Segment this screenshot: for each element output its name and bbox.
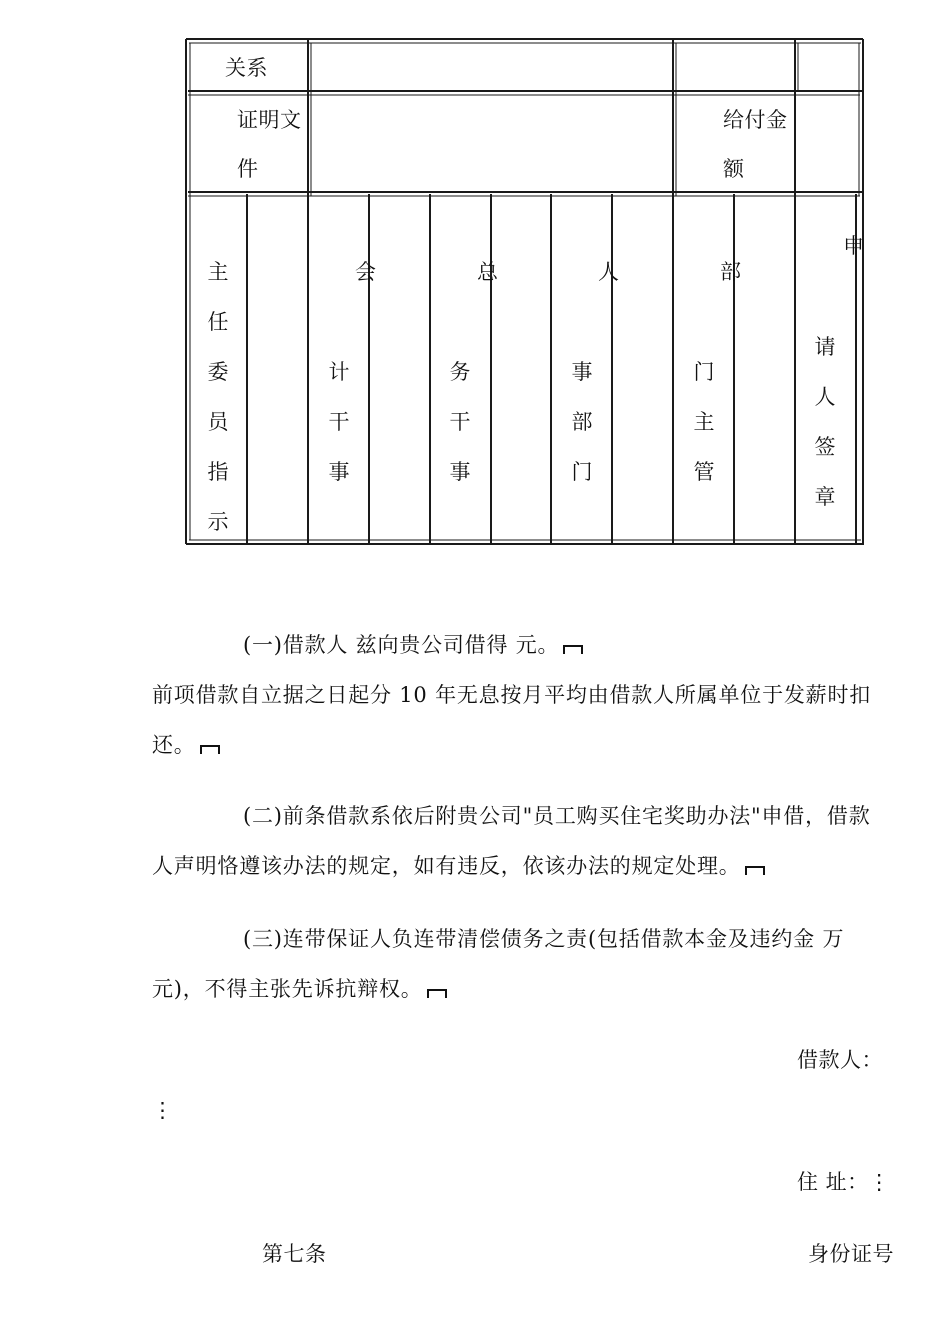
address-label: 住 址：⋮ — [797, 1170, 891, 1194]
clause-text: (一)借款人 兹向贵公司借得 元。 — [243, 633, 560, 657]
header-char: 门 — [571, 460, 593, 484]
header-char: 员 — [207, 410, 229, 434]
general-affairs-officer-header — [447, 360, 473, 510]
department-header-top: 部 — [720, 260, 742, 284]
id-number-label: 身份证号 — [808, 1242, 894, 1266]
return-mark-icon — [563, 645, 583, 654]
header-char: 委 — [207, 360, 229, 384]
header-char: 务 — [449, 360, 471, 384]
clause-2-line-1: (二)前条借款系依后附贵公司"员工购买住宅奖助办法"申借，借款 — [243, 804, 871, 828]
header-char: 主 — [693, 410, 715, 434]
header-char: 主 — [207, 260, 229, 284]
header-char: 人 — [814, 385, 836, 409]
header-char: 任 — [207, 310, 229, 334]
payment-amount-label: 给付金 — [723, 108, 788, 132]
header-char: 示 — [207, 510, 229, 534]
clause-3-line-1: (三)连带保证人负连带清偿债务之责(包括借款本金及违约金 万 — [243, 927, 845, 951]
return-mark-icon — [427, 989, 447, 998]
header-char: 事 — [571, 360, 593, 384]
clause-1-line-1 — [243, 633, 583, 658]
general-affairs-header-top: 总 — [477, 260, 499, 284]
header-char: 干 — [328, 410, 350, 434]
borrower-label: 借款人： — [797, 1048, 883, 1072]
chief-commissioner-instruction-header — [205, 260, 231, 560]
clause-3-line-2 — [152, 977, 447, 1002]
header-char: 指 — [207, 460, 229, 484]
return-mark-icon — [745, 866, 765, 875]
clause-text: 还。 — [152, 733, 196, 757]
header-char: 计 — [328, 360, 350, 384]
header-char: 请 — [814, 335, 836, 359]
header-char: 事 — [449, 460, 471, 484]
clause-1-line-3 — [152, 733, 220, 758]
proof-document-label: 证明文 — [237, 108, 302, 132]
header-char: 事 — [328, 460, 350, 484]
article-seven-label: 第七条 — [262, 1242, 327, 1266]
clause-2-line-2 — [152, 854, 765, 879]
proof-document-label-cont: 件 — [237, 157, 259, 181]
header-char: 部 — [571, 410, 593, 434]
return-mark-icon — [200, 745, 220, 754]
department-supervisor-header — [691, 360, 717, 510]
header-char: 签 — [814, 435, 836, 459]
relation-label: 关系 — [225, 56, 268, 80]
accounting-header-top: 会 — [355, 260, 377, 284]
borrower-continuation-mark: ⋮ — [152, 1098, 174, 1122]
header-char: 章 — [814, 485, 836, 509]
header-char: 管 — [693, 460, 715, 484]
clause-text: 元)，不得主张先诉抗辩权。 — [152, 977, 423, 1001]
hr-header-top: 人 — [598, 260, 620, 284]
applicant-header-top: 申 — [843, 234, 865, 258]
payment-amount-label-cont: 额 — [723, 157, 745, 181]
accounting-officer-header — [326, 360, 352, 510]
clause-text: 人声明恪遵该办法的规定，如有违反，依该办法的规定处理。 — [152, 854, 741, 878]
header-char: 门 — [693, 360, 715, 384]
header-char: 干 — [449, 410, 471, 434]
applicant-signature-header — [812, 335, 838, 535]
hr-department-header — [569, 360, 595, 510]
clause-1-line-2: 前项借款自立据之日起分 10 年无息按月平均由借款人所属单位于发薪时扣 — [152, 683, 872, 707]
